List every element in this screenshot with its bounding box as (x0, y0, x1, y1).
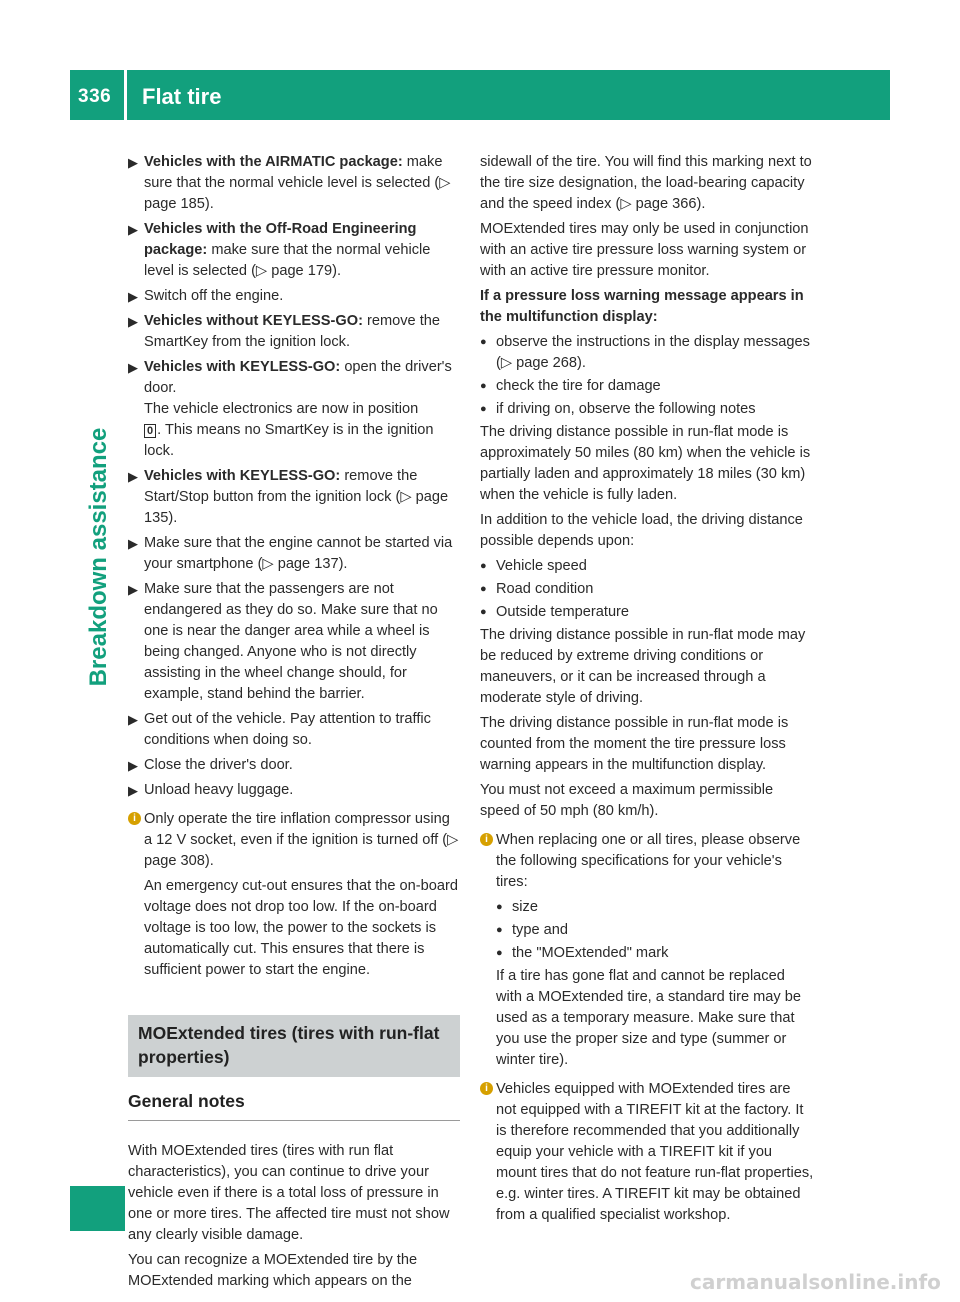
paragraph: The driving distance possible in run-flat mode is counted from the moment the tire pressure loss warning appears in the multifunction display. (480, 715, 789, 773)
paragraph: sidewall of the tire. You will find this marking next to the tire size designation, the load-bearing capacity and the speed index (▷ page 366). (480, 154, 812, 212)
paragraph: You must not exceed a maximum permissible speed of 50 mph (80 km/h). (480, 782, 774, 819)
info-icon: i (128, 812, 141, 825)
step-item: ▶ Vehicles without KEYLESS-GO: remove the SmartKey from the ignition lock. (128, 313, 441, 350)
arrow-right-icon: ▶ (128, 536, 138, 551)
section-title: MOExtended tires (tires with run-flat properties) (128, 1015, 460, 1077)
arrow-right-icon: ▶ (128, 582, 138, 597)
list-item: ● Outside temperature (480, 602, 814, 623)
list-item: ● size (496, 897, 814, 918)
info-note: i Only operate the tire inflation compressor using a 12 V socket, even if the ignition is turned off (▷ page 308). An emergency cut-out ensures that the on-board voltage does not drop too low. If the on-board voltage is too low, the power to the sockets is automatically cut. This ensures that there is sufficient power to start the engine. (128, 809, 460, 981)
paragraph: You can recognize a MOExtended tire by the MOExtended marking which appears on the (128, 1252, 418, 1289)
arrow-right-icon: ▶ (128, 758, 138, 773)
subsection-heading: General notes (128, 1091, 460, 1121)
list-item: ● observe the instructions in the display messages (▷ page 268). (480, 334, 810, 371)
list-item: ● if driving on, observe the following notes (480, 399, 814, 420)
watermark: carmanualsonline.info (690, 1270, 941, 1294)
arrow-right-icon: ▶ (128, 712, 138, 727)
step-item: ▶ Switch off the engine. (128, 286, 460, 307)
list-item: ● the "MOExtended" mark (496, 943, 814, 964)
list-item: ● Vehicle speed (480, 556, 814, 577)
arrow-right-icon: ▶ (128, 289, 138, 304)
arrow-right-icon: ▶ (128, 155, 138, 170)
paragraph: The driving distance possible in run-flat mode may be reduced by extreme driving conditions or maneuvers, or it can be increased through a moderate style of driving. (480, 627, 806, 706)
arrow-right-icon: ▶ (128, 314, 138, 329)
bullet-r-icon: ● (480, 403, 487, 415)
bullet-r-icon: ● (496, 924, 503, 936)
list-item: ● type and (496, 920, 814, 941)
paragraph: In addition to the vehicle load, the driving distance possible depends upon: (480, 512, 803, 549)
bullet-r-icon: ● (480, 336, 487, 348)
info-note: i When replacing one or all tires, please observe the following specifications for your vehicle's tires: ● size ● type and ● the "MOExtended" mark If a tire has gone flat and cannot be replaced with a MOExtended tire, a standard tire may be used as a temporary measure. Make sure that you use the proper size and type (summer or winter tire). (480, 830, 814, 1071)
bullet-r-icon: ● (480, 380, 487, 392)
info-note: i Vehicles equipped with MOExtended tires are not equipped with a TIREFIT kit at the factory. It is therefore recommended that you additionally equip your vehicle with a TIREFIT kit if you mount tires that do not feature run-flat properties, e.g. winter tires. A TIREFIT kit may be obtained from a qualified specialist workshop. (480, 1079, 814, 1226)
arrow-right-icon: ▶ (128, 783, 138, 798)
bullet-r-icon: ● (480, 606, 487, 618)
header-divider (124, 70, 127, 120)
arrow-right-icon: ▶ (128, 469, 138, 484)
info-icon: i (480, 833, 493, 846)
paragraph: The driving distance possible in run-flat mode is approximately 50 miles (80 km) when the vehicle is partially laden and approximately 18 miles (30 km) when the vehicle is fully laden. (480, 424, 811, 503)
left-column (128, 152, 460, 1296)
arrow-right-icon: ▶ (128, 360, 138, 375)
bullet-r-icon: ● (496, 901, 503, 913)
step-item: ▶ Vehicles with the AIRMATIC package: make sure that the normal vehicle level is selected (▷ page 185). (128, 154, 451, 212)
step-item: ▶ Vehicles with KEYLESS-GO: open the driver's door. The vehicle electronics are now in position 0 . This means no SmartKey is in the ignition lock. (128, 359, 452, 459)
info-icon: i (480, 1082, 493, 1095)
paragraph: With MOExtended tires (tires with run flat characteristics), you can continue to drive your vehicle even if there is a total loss of pressure in one or more tires. The affected tire must not show any clearly visible damage. (128, 1143, 450, 1243)
side-tab-label: Breakdown assistance (85, 427, 112, 687)
page-number: 336 (78, 86, 112, 107)
step-item: ▶ Vehicles with the Off-Road Engineering package: make sure that the normal vehicle level is selected (▷ page 179). (128, 221, 431, 279)
step-item: ▶ Close the driver's door. (128, 755, 460, 776)
step-item: ▶ Get out of the vehicle. Pay attention to traffic conditions when doing so. (128, 711, 431, 748)
page-title: Flat tire (142, 84, 222, 109)
side-tab-block (70, 1186, 125, 1231)
step-item: ▶ Make sure that the passengers are not endangered as they do so. Make sure that no one is near the danger area while a wheel is being changed. Anyone who is not directly assisting in the wheel change should, for example, stand behind the barrier. (128, 581, 438, 702)
arrow-right-icon: ▶ (128, 222, 138, 237)
bullet-r-icon: ● (480, 560, 487, 572)
bullet-r-icon: ● (496, 947, 503, 959)
step-item: ▶ Unload heavy luggage. (128, 780, 460, 801)
right-column (480, 152, 814, 1230)
warning-heading: If a pressure loss warning message appears in the multifunction display: (480, 288, 804, 325)
paragraph: MOExtended tires may only be used in conjunction with an active tire pressure loss warning system or with an active tire pressure monitor. (480, 221, 809, 279)
step-item: ▶ Make sure that the engine cannot be started via your smartphone (▷ page 137). (128, 535, 453, 572)
bullet-r-icon: ● (480, 583, 487, 595)
ignition-position-key: 0 (144, 424, 156, 438)
list-item: ● check the tire for damage (480, 376, 814, 397)
step-item: ▶ Vehicles with KEYLESS-GO: remove the Start/Stop button from the ignition lock (▷ page 135). (128, 468, 449, 526)
list-item: ● Road condition (480, 579, 814, 600)
